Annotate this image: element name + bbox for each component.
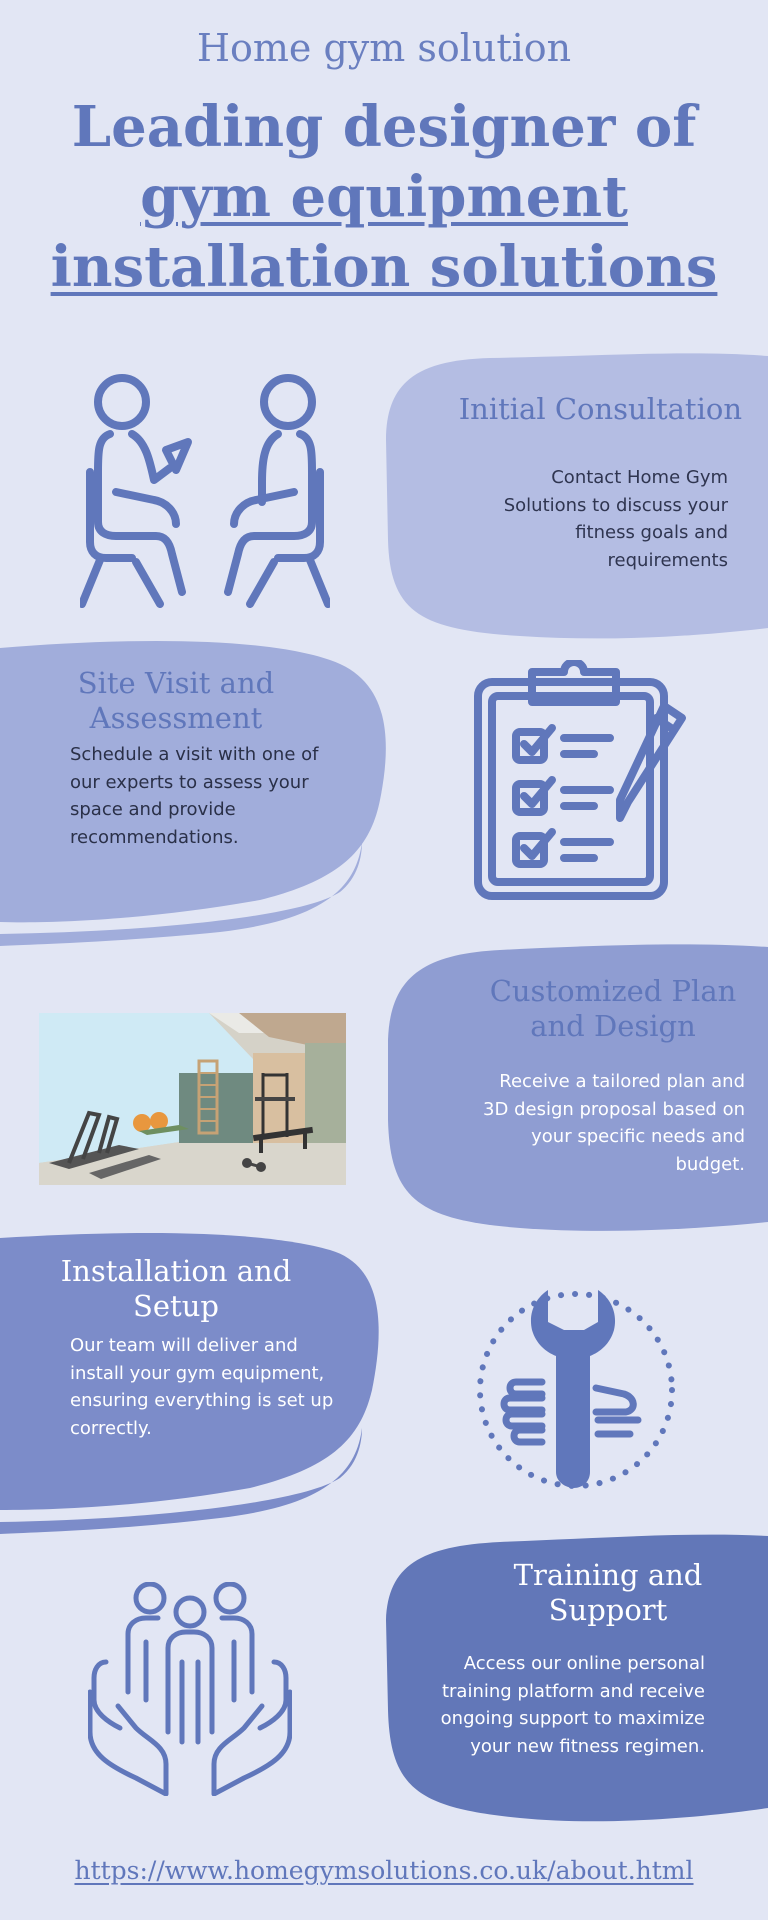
step-2-title: Site Visit and Assessment	[77, 666, 275, 735]
step-5-title: Training and Support	[513, 1558, 703, 1627]
clipboard-checklist-icon	[470, 660, 700, 904]
step-1-title: Initial Consultation	[458, 392, 742, 426]
step-2-text: Schedule a visit with one of our experts to assess your space and provide recommendations.	[70, 744, 319, 848]
headline-line-3: installation solutions	[50, 234, 718, 300]
step-4-text: Our team will deliver and install your gym equipment, ensuring everything is set up correctly.	[70, 1335, 334, 1439]
step-3-text: Receive a tailored plan and 3D design proposal based on your specific needs and budget.	[483, 1071, 745, 1175]
brand-name: Home gym solution	[196, 26, 572, 70]
consultation-people-icon	[80, 372, 330, 608]
headline	[40, 92, 728, 302]
team-hands-icon	[88, 1582, 292, 1796]
home-gym-illustration	[39, 1013, 346, 1185]
step-1-text: Contact Home Gym Solutions to discuss your fitness goals and requirements	[503, 467, 728, 571]
wrench-hand-icon	[476, 1286, 676, 1490]
headline-line-2: gym equipment	[140, 164, 628, 230]
step-4-title: Installation and Setup	[60, 1254, 292, 1323]
step-3-title: Customized Plan and Design	[489, 974, 737, 1043]
step-5-text: Access our online personal training platform and receive ongoing support to maximize your new fitness regimen.	[440, 1653, 705, 1757]
headline-line-1: Leading designer of	[71, 94, 697, 160]
footer-url-link[interactable]: https://www.homegymsolutions.co.uk/about.html	[74, 1856, 694, 1885]
